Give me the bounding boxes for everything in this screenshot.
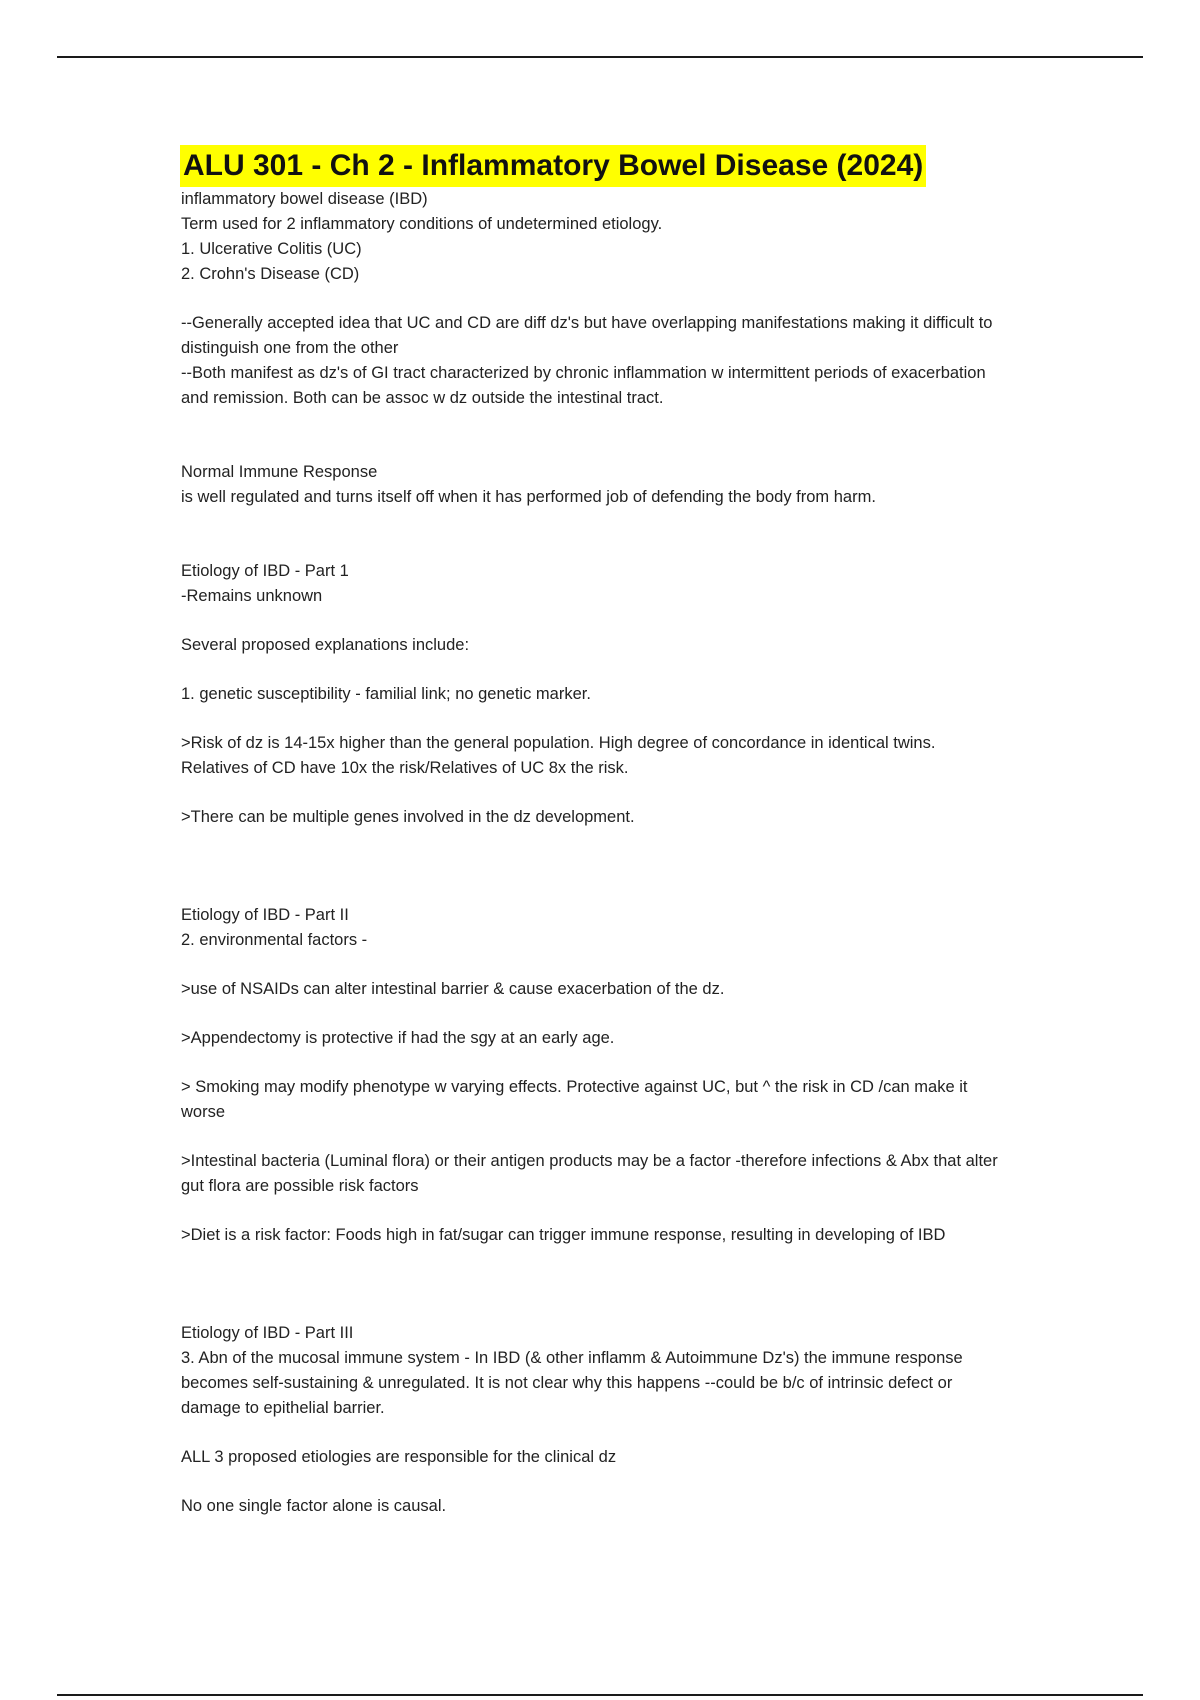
document-body bbox=[181, 145, 1006, 1519]
section-heading: Etiology of IBD - Part III bbox=[181, 1324, 354, 1342]
text-line: --Generally accepted idea that UC and CD are diff dz's but have overlapping manifestations making it difficult to distinguish one from the other bbox=[181, 314, 993, 357]
text-line: > Smoking may modify phenotype w varying effects. Protective against UC, but ^ the risk in CD /can make it worse bbox=[181, 1078, 968, 1121]
text-line: >Diet is a risk factor: Foods high in fat/sugar can trigger immune response, resulting in developing of IBD bbox=[181, 1226, 946, 1244]
section-heading: Etiology of IBD - Part 1 bbox=[181, 562, 349, 580]
text-line: 2. environmental factors - bbox=[181, 931, 368, 949]
text-line: 2. Crohn's Disease (CD) bbox=[181, 265, 360, 283]
text-line: -Remains unknown bbox=[181, 587, 323, 605]
text-line: 3. Abn of the mucosal immune system - In IBD (& other inflamm & Autoimmune Dz's) the immune response becomes self-sustaining & unregulated. It is not clear why this happens --could be b/c of intrinsic defect or damage to epithelial barrier. bbox=[181, 1349, 963, 1417]
text-line: 1. genetic susceptibility - familial link; no genetic marker. bbox=[181, 685, 591, 703]
text-line: ALL 3 proposed etiologies are responsible for the clinical dz bbox=[181, 1448, 617, 1466]
text-line: >use of NSAIDs can alter intestinal barrier & cause exacerbation of the dz. bbox=[181, 980, 725, 998]
text-line: 1. Ulcerative Colitis (UC) bbox=[181, 240, 362, 258]
text-line: No one single factor alone is causal. bbox=[181, 1497, 447, 1515]
text-line: inflammatory bowel disease (IBD) bbox=[181, 190, 428, 208]
section-heading: Etiology of IBD - Part II bbox=[181, 906, 349, 924]
bottom-rule bbox=[57, 1694, 1143, 1696]
text-line: >Intestinal bacteria (Luminal flora) or their antigen products may be a factor -therefore infections & Abx that alter gut flora are possible risk factors bbox=[181, 1152, 998, 1195]
text-line: Several proposed explanations include: bbox=[181, 636, 470, 654]
top-rule bbox=[57, 56, 1143, 58]
text-line: >There can be multiple genes involved in the dz development. bbox=[181, 808, 635, 826]
text-line: --Both manifest as dz's of GI tract characterized by chronic inflammation w intermittent periods of exacerbation and remission. Both can be assoc w dz outside the intestinal tract. bbox=[181, 364, 986, 407]
text-line: Term used for 2 inflammatory conditions of undetermined etiology. bbox=[181, 215, 663, 233]
document-title: ALU 301 - Ch 2 - Inflammatory Bowel Disease (2024) bbox=[180, 145, 926, 187]
text-line: is well regulated and turns itself off when it has performed job of defending the body from harm. bbox=[181, 488, 876, 506]
section-heading: Normal Immune Response bbox=[181, 463, 378, 481]
text-line: >Risk of dz is 14-15x higher than the general population. High degree of concordance in identical twins. Relatives of CD have 10x the risk/Relatives of UC 8x the risk. bbox=[181, 734, 936, 777]
text-line: >Appendectomy is protective if had the sgy at an early age. bbox=[181, 1029, 615, 1047]
